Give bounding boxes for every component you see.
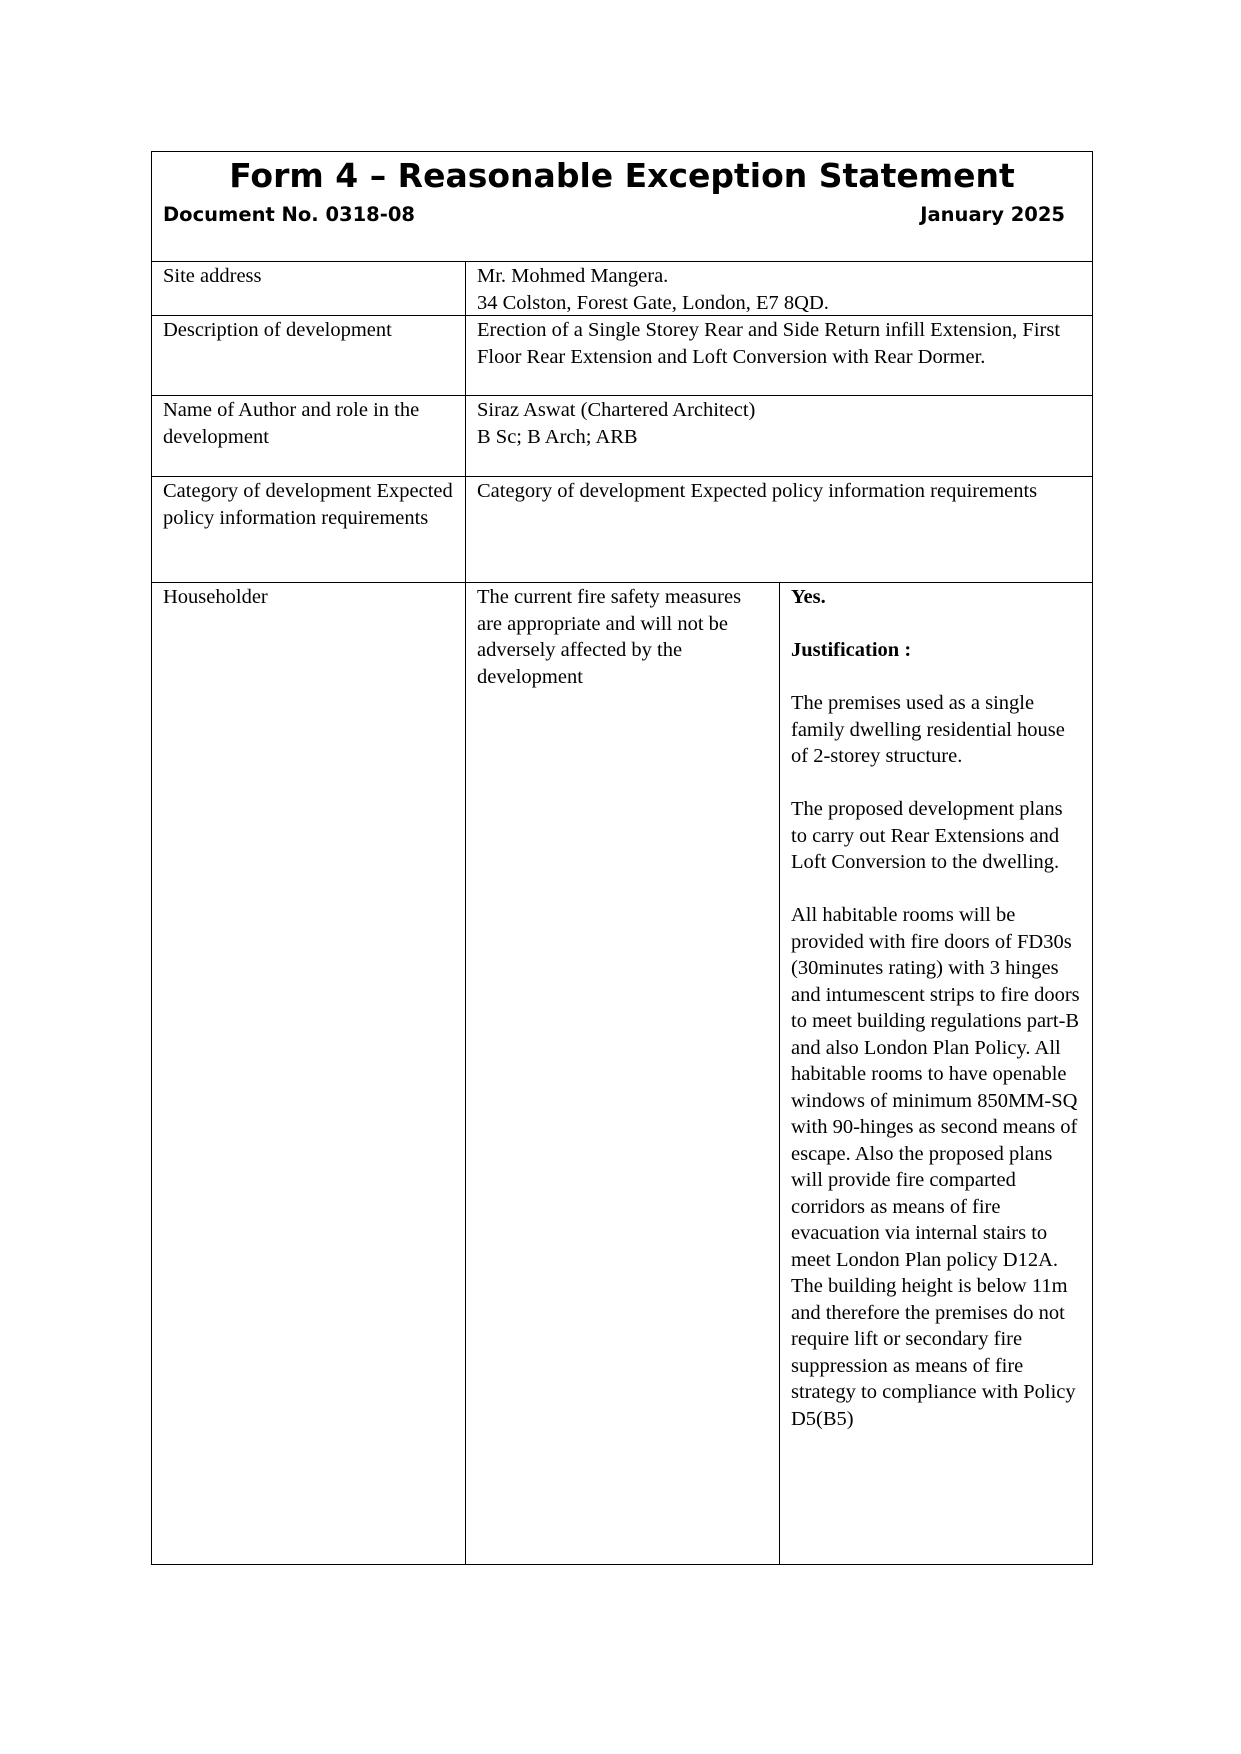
site-address-value — [466, 262, 1092, 315]
document-date: January 2025 — [920, 203, 1065, 226]
table-row-author — [152, 396, 1092, 477]
page-title: Form 4 – Reasonable Exception Statement — [229, 156, 1015, 195]
justification-heading: Justification : — [791, 639, 912, 661]
description-value: Erection of a Single Storey Rear and Side Return infill Extension, First Floor Rear Extension and Loft Conversion with Rear Dormer. — [477, 319, 1061, 368]
table-row-householder — [152, 583, 1092, 1564]
table-row-description — [152, 316, 1092, 396]
reasonable-exception-form — [151, 151, 1093, 1565]
form-header — [152, 152, 1092, 262]
table-row-site-address — [152, 262, 1092, 316]
site-address-label: Site address — [152, 262, 466, 315]
description-label: Description of development — [152, 316, 466, 395]
site-address-street: 34 Colston, Forest Gate, London, E7 8QD. — [477, 291, 829, 314]
author-name: Siraz Aswat (Chartered Architect) — [477, 399, 756, 421]
justification-paragraph-2: The proposed development plans to carry out Rear Extensions and Loft Conversion to the dwelling. — [791, 798, 1063, 873]
author-qualifications: B Sc; B Arch; ARB — [477, 425, 638, 448]
site-address-name: Mr. Mohmed Mangera. — [477, 265, 669, 287]
justification-paragraph-3: All habitable rooms will be provided with fire doors of FD30s (30minutes rating) with 3 hinges and intumescent strips to fire doors to meet building regulations part-B and also London Plan Policy. All habitable rooms to have openable windows of minimum 850MM-SQ with 90-hinges as second means of escape. Also the proposed plans will provide fire comparted corridors as means of fire evacuation via internal stairs to meet London Plan policy D12A. The building height is below 11m and therefore the premises do not require lift or secondary fire suppression as means of fire strategy to compliance with Policy D5(B5) — [791, 904, 1080, 1430]
author-value — [466, 396, 1092, 476]
table-row-category — [152, 477, 1092, 583]
author-label: Name of Author and role in the development — [152, 396, 466, 476]
category-value: Category of development Expected policy information requirements — [477, 480, 1038, 502]
householder-requirement: The current fire safety measures are appropriate and will not be adversely affected by the development — [466, 583, 780, 1564]
justification-paragraph-1: The premises used as a single family dwelling residential house of 2-storey structure. — [791, 692, 1065, 767]
category-label: Category of development Expected policy information requirements — [152, 477, 466, 582]
document-number: Document No. 0318-08 — [163, 203, 415, 226]
answer-yes: Yes. — [791, 586, 826, 608]
householder-label: Householder — [152, 583, 466, 1564]
householder-justification — [780, 583, 1092, 1564]
